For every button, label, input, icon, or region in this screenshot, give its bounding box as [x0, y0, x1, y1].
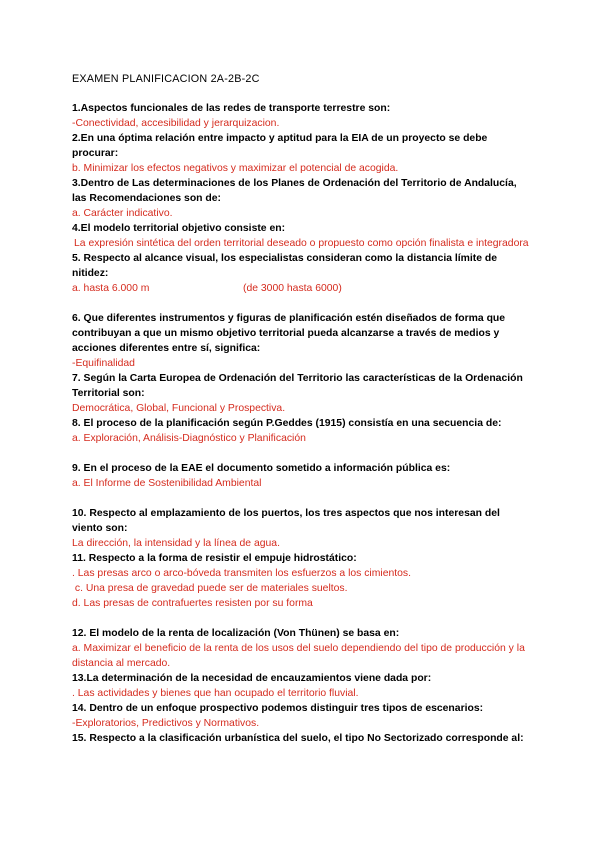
question-6: 6. Que diferentes instrumentos y figuras de planificación estén diseñados de forma que contribuyan a que un mismo objetivo territorial pueda alcanzarse a través de medios y acciones diferentes entre sí, significa:: [72, 313, 506, 354]
question-15: 15. Respecto a la clasificación urbanística del suelo, el tipo No Sectorizado corresponde al:: [72, 733, 524, 744]
question-list: [72, 101, 532, 746]
exam-title: EXAMEN PLANIFICACION 2A-2B-2C: [72, 73, 260, 85]
answer-3: a. Carácter indicativo.: [72, 208, 173, 219]
spacer: [72, 296, 532, 311]
answer-11d: d. Las presas de contrafuertes resisten por su forma: [72, 598, 313, 609]
answer-8: a. Exploración, Análisis-Diagnóstico y Planificación: [72, 433, 306, 444]
spacer: [72, 611, 532, 626]
answer-6: -Equifinalidad: [72, 358, 135, 369]
answer-14: -Exploratorios, Predictivos y Normativos.: [72, 718, 260, 729]
question-9: 9. En el proceso de la EAE el documento sometido a información pública es:: [72, 463, 451, 474]
spacer: [72, 491, 532, 506]
question-13: 13.La determinación de la necesidad de encauzamientos viene dada por:: [72, 673, 432, 684]
question-8: 8. El proceso de la planificación según P.Geddes (1915) consistía en una secuencia de:: [72, 418, 502, 429]
answer-12: a. Maximizar el beneficio de la renta de los usos del suelo dependiendo del tipo de producción y la distancia al mercado.: [72, 643, 525, 669]
answer-4: La expresión sintética del orden territorial deseado o propuesto como opción finalista e integradora: [74, 238, 529, 249]
answer-11c: c. Una presa de gravedad puede ser de materiales sueltos.: [72, 583, 348, 594]
question-2: 2.En una óptima relación entre impacto y aptitud para la EIA de un proyecto se debe procurar:: [72, 133, 488, 159]
answer-7: Democrática, Global, Funcional y Prospectiva.: [72, 403, 286, 414]
answer-2: b. Minimizar los efectos negativos y maximizar el potencial de acogida.: [72, 163, 399, 174]
question-12: 12. El modelo de la renta de localización (Von Thünen) se basa en:: [72, 628, 400, 639]
answer-5: a. hasta 6.000 m: [72, 283, 150, 294]
question-14: 14. Dentro de un enfoque prospectivo podemos distinguir tres tipos de escenarios:: [72, 703, 484, 714]
question-4: 4.El modelo territorial objetivo consiste en:: [72, 223, 286, 234]
question-7: 7. Según la Carta Europea de Ordenación del Territorio las características de la Ordenación Territorial son:: [72, 373, 523, 399]
answer-13: . Las actividades y bienes que han ocupado el territorio fluvial.: [72, 688, 359, 699]
answer-11a: . Las presas arco o arco-bóveda transmiten los esfuerzos a los cimientos.: [72, 568, 412, 579]
answer-9: a. El Informe de Sostenibilidad Ambiental: [72, 478, 262, 489]
answer-5-row: [72, 281, 532, 296]
answer-5-note: (de 3000 hasta 6000): [243, 283, 342, 294]
question-5: 5. Respecto al alcance visual, los especialistas consideran como la distancia límite de nitidez:: [72, 253, 498, 279]
answer-1: -Conectividad, accesibilidad y jerarquizacion.: [72, 118, 280, 129]
spacer: [72, 446, 532, 461]
question-1: 1.Aspectos funcionales de las redes de transporte terrestre son:: [72, 103, 391, 114]
question-3: 3.Dentro de Las determinaciones de los Planes de Ordenación del Territorio de Andalucía, las Recomendaciones son de:: [72, 178, 517, 204]
question-11: 11. Respecto a la forma de resistir el empuje hidrostático:: [72, 553, 357, 564]
question-10: 10. Respecto al emplazamiento de los puertos, los tres aspectos que nos interesan del viento son:: [72, 508, 500, 534]
answer-10: La dirección, la intensidad y la línea de agua.: [72, 538, 280, 549]
